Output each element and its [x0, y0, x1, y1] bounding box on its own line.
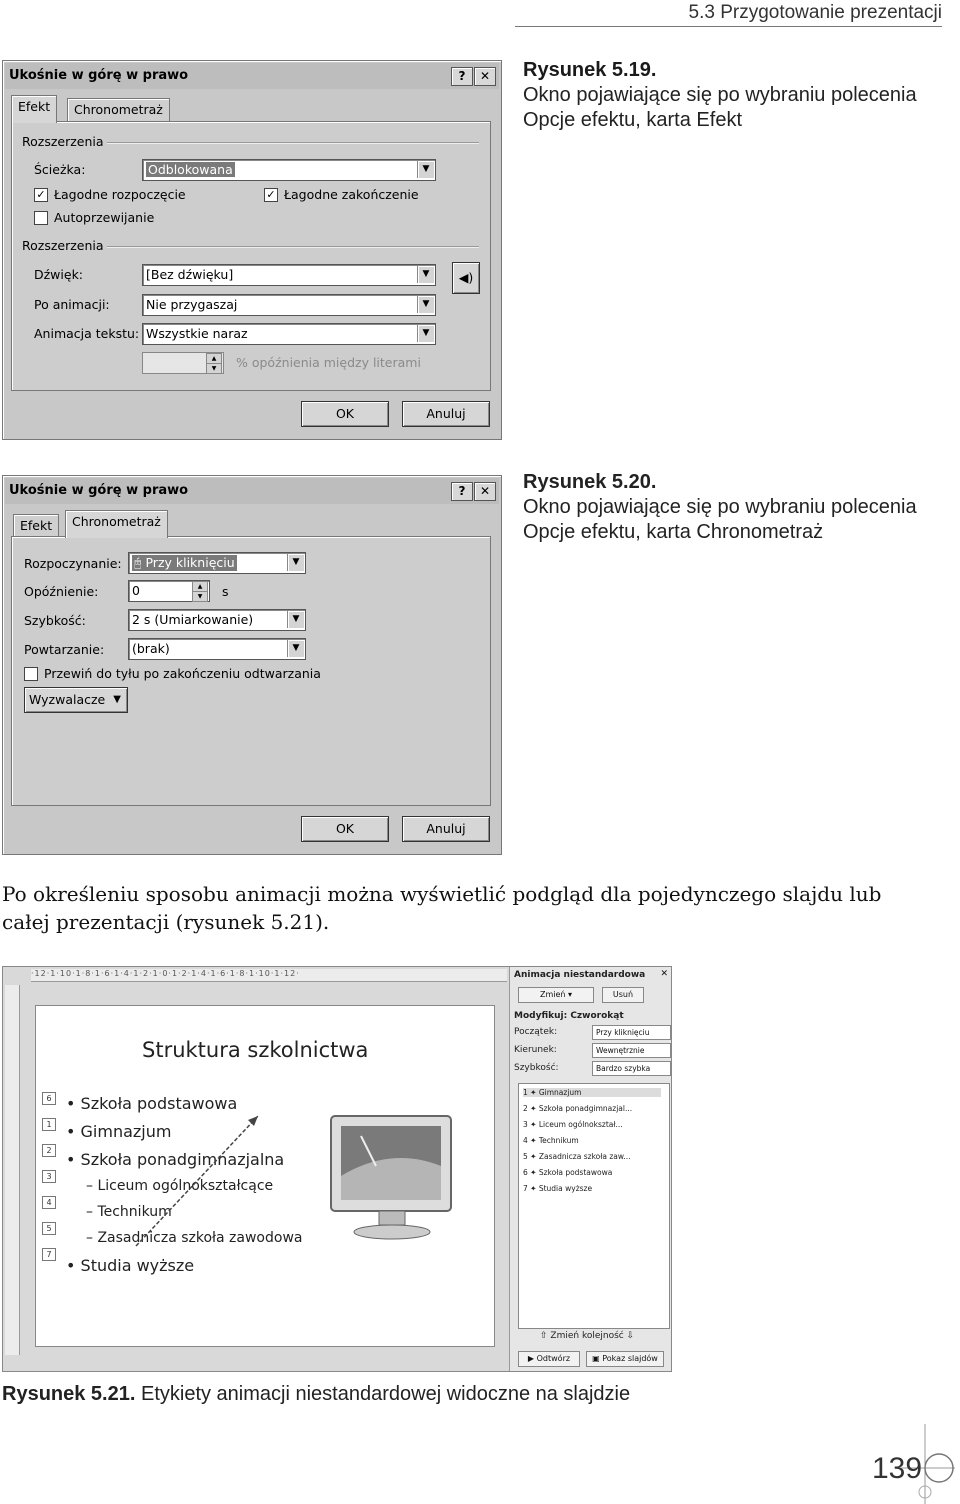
- start-label: Początek:: [514, 1027, 558, 1037]
- delay-value: 0: [132, 583, 140, 598]
- auto-reverse-checkbox[interactable]: [34, 211, 48, 225]
- bullet-item: • Szkoła podstawowa: [66, 1094, 238, 1113]
- direction-select[interactable]: [592, 1043, 671, 1058]
- horizontal-ruler: ·12·1·10·1·8·1·6·1·4·1·2·1·0·1·2·1·4·1·6·1·8·1·10·1·12·: [31, 969, 507, 982]
- change-button[interactable]: Zmień ▾: [518, 987, 594, 1003]
- animation-tag[interactable]: 4: [42, 1196, 56, 1209]
- animation-tag[interactable]: 1: [42, 1118, 56, 1131]
- tab-timing[interactable]: [65, 510, 168, 538]
- remove-label: Usuń: [612, 990, 634, 999]
- speed-value: 2 s (Umiarkowanie): [132, 612, 254, 627]
- direction-value: Wewnętrznie: [596, 1046, 645, 1055]
- animation-tag[interactable]: 6: [42, 1092, 56, 1105]
- dialog-titlebar: [5, 63, 499, 89]
- caption-text: Okno pojawiające się po wybraniu polecenia Opcje efektu, karta Efekt: [523, 84, 917, 131]
- repeat-value: (brak): [132, 641, 170, 656]
- caption-label: Rysunek 5.21.: [2, 1383, 136, 1405]
- animation-tag[interactable]: 2: [42, 1144, 56, 1157]
- cancel-button[interactable]: [402, 401, 490, 427]
- letter-delay-label: % opóźnienia między literami: [236, 355, 421, 370]
- effect-dialog: [2, 60, 502, 440]
- tab-timing[interactable]: [67, 98, 170, 123]
- smooth-start-label: Łagodne rozpoczęcie: [54, 187, 186, 202]
- spin-up-icon[interactable]: ▲: [192, 581, 208, 592]
- figure-519-caption: [523, 58, 943, 133]
- dialog-titlebar: [5, 478, 499, 504]
- slideshow-button[interactable]: [586, 1351, 664, 1367]
- close-icon[interactable]: ✕: [660, 969, 668, 979]
- spin-up-icon[interactable]: ▲: [206, 353, 222, 364]
- reorder-label[interactable]: [540, 1331, 634, 1341]
- help-button[interactable]: ?: [451, 67, 473, 86]
- list-item[interactable]: 1 ✦ Gimnazjum: [523, 1088, 661, 1097]
- item-label: Studia wyższe: [538, 1184, 593, 1193]
- close-button[interactable]: ✕: [474, 482, 496, 501]
- tab-timing-label: Chronometraż: [72, 514, 161, 529]
- bullet-text: Szkoła ponadgimnazjalna: [80, 1150, 285, 1169]
- timing-dialog: [2, 475, 502, 855]
- body-paragraph: Po określeniu sposobu animacji można wyświetlić podgląd dla pojedynczego slajdu lub całej prezentacji (rysunek 5.21).: [2, 882, 882, 934]
- bullet-text: Studia wyższe: [80, 1256, 195, 1275]
- bullet-text: Zasadnicza szkoła zawodowa: [97, 1230, 303, 1246]
- item-number: 2: [523, 1104, 528, 1113]
- bullet-item: – Technikum: [86, 1204, 172, 1220]
- item-number: 1: [523, 1088, 528, 1097]
- path-label: Ścieżka:: [34, 162, 86, 177]
- animation-tag[interactable]: 7: [42, 1248, 56, 1261]
- item-number: 7: [523, 1184, 528, 1193]
- help-button[interactable]: ?: [451, 482, 473, 501]
- cancel-label: Anuluj: [426, 406, 466, 421]
- start-value-text: Przy kliknięciu: [145, 555, 235, 570]
- group-label: Rozszerzenia: [22, 238, 104, 253]
- rewind-label: Przewiń do tyłu po zakończeniu odtwarzania: [44, 666, 321, 681]
- item-number: 4: [523, 1136, 528, 1145]
- bullet-item: – Zasadnicza szkoła zawodowa: [86, 1230, 303, 1246]
- reorder-text: Zmień kolejność: [550, 1331, 624, 1341]
- effect-pane: [11, 121, 491, 391]
- delay-stepper[interactable]: [128, 580, 210, 602]
- direction-label: Kierunek:: [514, 1045, 557, 1055]
- chevron-down-icon[interactable]: ▼: [287, 554, 304, 571]
- start-label: Rozpoczynanie:: [24, 556, 122, 571]
- list-item[interactable]: 7 ✦ Studia wyższe: [523, 1184, 593, 1193]
- bullet-item: • Studia wyższe: [66, 1256, 195, 1275]
- list-item[interactable]: 2 ✦ Szkoła ponadgimnazjal...: [523, 1104, 633, 1113]
- list-item[interactable]: 6 ✦ Szkoła podstawowa: [523, 1168, 613, 1177]
- double-chevron-down-icon: ▼: [113, 694, 121, 705]
- item-label: Zasadnicza szkoła zaw...: [538, 1152, 631, 1161]
- ok-button[interactable]: [301, 816, 389, 842]
- list-item[interactable]: 5 ✦ Zasadnicza szkoła zaw...: [523, 1152, 631, 1161]
- caption-label: Rysunek 5.20.: [523, 471, 657, 493]
- bullet-text: Technikum: [97, 1204, 172, 1220]
- text-animation-value: Wszystkie naraz: [146, 326, 248, 341]
- speed-label: Szybkość:: [24, 613, 86, 628]
- ok-label: OK: [335, 406, 355, 421]
- play-icon: ▶: [527, 1354, 535, 1363]
- group-divider: [107, 246, 479, 247]
- dialog-title: Ukośnie w górę w prawo: [9, 68, 189, 83]
- slideshow-icon: ▣: [592, 1354, 600, 1363]
- remove-button[interactable]: [602, 987, 644, 1003]
- after-animation-select[interactable]: [142, 294, 436, 316]
- cancel-button[interactable]: [402, 816, 490, 842]
- sound-value: [Bez dźwięku]: [146, 267, 234, 282]
- ok-button[interactable]: [301, 401, 389, 427]
- animation-tag[interactable]: 5: [42, 1222, 56, 1235]
- spin-down-icon[interactable]: ▼: [192, 591, 208, 602]
- tab-effect[interactable]: [11, 95, 57, 123]
- tab-effect-label: Efekt: [18, 99, 51, 114]
- speaker-icon: ◀): [458, 270, 474, 285]
- smooth-end-checkbox[interactable]: ✓: [264, 188, 278, 202]
- chevron-down-icon[interactable]: ▼: [287, 640, 304, 657]
- play-label: Odtwórz: [536, 1354, 571, 1363]
- slideshow-label: Pokaz slajdów: [602, 1354, 658, 1363]
- path-select[interactable]: [142, 159, 436, 181]
- chevron-down-icon[interactable]: ▼: [417, 325, 434, 342]
- after-animation-label: Po animacji:: [34, 297, 110, 312]
- triggers-label: Wyzwalacze: [29, 692, 106, 707]
- delay-label: Opóźnienie:: [24, 584, 99, 599]
- down-arrow-icon[interactable]: ⇩: [626, 1331, 635, 1341]
- speed-value: Bardzo szybka: [596, 1064, 651, 1073]
- group-divider: [107, 142, 479, 143]
- chevron-down-icon[interactable]: ▼: [417, 266, 434, 283]
- timing-pane: [11, 536, 491, 806]
- figure-520-caption: [523, 470, 943, 545]
- change-label: Zmień: [539, 990, 566, 999]
- sound-select[interactable]: [142, 264, 436, 286]
- item-label: Gimnazjum: [538, 1088, 582, 1097]
- monitor-clipart: [321, 1106, 471, 1256]
- item-label: Szkoła podstawowa: [538, 1168, 613, 1177]
- sound-label: Dźwięk:: [34, 267, 84, 282]
- bullet-text: Szkoła podstawowa: [80, 1094, 238, 1113]
- start-select[interactable]: [592, 1025, 671, 1040]
- bullet-text: Liceum ogólnokształcące: [97, 1178, 274, 1194]
- repeat-label: Powtarzanie:: [24, 642, 105, 657]
- item-label: Liceum ogólnokształ...: [538, 1120, 623, 1129]
- start-value: Przy kliknięciu: [596, 1028, 650, 1037]
- running-head: 5.3 Przygotowanie prezentacji: [688, 2, 942, 23]
- smooth-end-label: Łagodne zakończenie: [284, 187, 419, 202]
- chevron-down-icon[interactable]: ▼: [417, 161, 434, 178]
- play-button[interactable]: [518, 1351, 580, 1367]
- list-item[interactable]: 4 ✦ Technikum: [523, 1136, 579, 1145]
- cancel-label: Anuluj: [426, 821, 466, 836]
- bullet-item: • Gimnazjum: [66, 1122, 172, 1141]
- slide-canvas: [35, 1005, 495, 1347]
- slide-title: Struktura szkolnictwa: [142, 1038, 369, 1062]
- chevron-down-icon[interactable]: ▼: [287, 611, 304, 628]
- powerpoint-screenshot: [2, 966, 672, 1372]
- speed-label: Szybkość:: [514, 1063, 559, 1073]
- header-rule: [515, 26, 942, 27]
- speed-select[interactable]: [128, 609, 306, 631]
- animation-list: [518, 1083, 670, 1329]
- path-value: Odblokowana: [148, 162, 233, 177]
- figure-521-caption: [2, 1382, 902, 1407]
- bullet-item: – Liceum ogólnokształcące: [86, 1178, 274, 1194]
- spin-down-icon[interactable]: ▼: [206, 363, 222, 374]
- close-button[interactable]: ✕: [474, 67, 496, 86]
- start-value: [132, 555, 237, 571]
- dialog-title: Ukośnie w górę w prawo: [9, 483, 189, 498]
- item-number: 3: [523, 1120, 528, 1129]
- item-label: Szkoła ponadgimnazjal...: [538, 1104, 633, 1113]
- item-label: Technikum: [538, 1136, 579, 1145]
- up-arrow-icon[interactable]: ⇧: [540, 1331, 548, 1341]
- letter-delay-stepper[interactable]: [142, 352, 224, 374]
- auto-reverse-label: Autoprzewijanie: [54, 210, 155, 225]
- text-animation-select[interactable]: [142, 323, 436, 345]
- chevron-down-icon[interactable]: ▼: [417, 296, 434, 313]
- tab-timing-label: Chronometraż: [74, 102, 163, 117]
- modify-heading: Modyfikuj: Czworokąt: [514, 1011, 624, 1021]
- item-number: 5: [523, 1152, 528, 1161]
- caption-text: Etykiety animacji niestandardowej widoczne na slajdzie: [140, 1383, 631, 1405]
- smooth-start-checkbox[interactable]: ✓: [34, 188, 48, 202]
- speed-select[interactable]: [592, 1061, 671, 1076]
- tab-effect-label: Efekt: [20, 518, 53, 533]
- vertical-ruler: [5, 985, 20, 1355]
- list-item[interactable]: 3 ✦ Liceum ogólnokształ...: [523, 1120, 623, 1129]
- motion-path-arrow: [128, 1106, 288, 1256]
- caption-label: Rysunek 5.19.: [523, 59, 657, 81]
- custom-animation-pane: [509, 967, 672, 1371]
- mouse-click-icon: 🖰: [134, 555, 146, 570]
- animation-tag[interactable]: 3: [42, 1170, 56, 1183]
- rewind-checkbox[interactable]: [24, 667, 38, 681]
- ok-label: OK: [335, 821, 355, 836]
- bullet-item: • Szkoła ponadgimnazjalna: [66, 1150, 285, 1169]
- text-animation-label: Animacja tekstu:: [34, 326, 140, 341]
- repeat-select[interactable]: [128, 638, 306, 660]
- triggers-button[interactable]: [24, 687, 128, 713]
- delay-unit: s: [222, 584, 229, 599]
- start-select[interactable]: [128, 552, 306, 574]
- page-number: 139: [872, 1452, 923, 1485]
- pane-title: Animacja niestandardowa: [514, 970, 646, 980]
- group-label: Rozszerzenia: [22, 134, 104, 149]
- item-number: 6: [523, 1168, 528, 1177]
- bullet-text: Gimnazjum: [80, 1122, 172, 1141]
- speaker-button[interactable]: [452, 262, 480, 294]
- caption-text: Okno pojawiające się po wybraniu polecenia Opcje efektu, karta Chronometraż: [523, 496, 917, 543]
- after-animation-value: Nie przygaszaj: [146, 297, 238, 312]
